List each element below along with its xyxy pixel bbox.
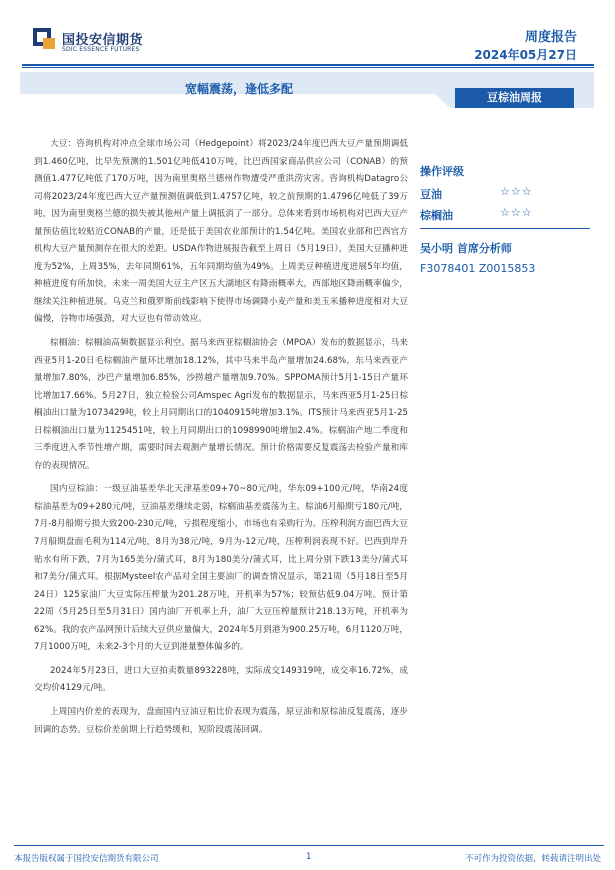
report-tag: 豆棕油周报 bbox=[455, 88, 574, 108]
paragraph-domestic: 国内豆棕油：一级豆油基差华北天津基差09+70~80元/吨，华东09+100元/吨，华南24度棕油基差为09+280元/吨，豆油基差继续走弱，棕榈油基差震荡为主。棕油6月船期亏180元/吨，7月-8月船期亏损大致200-230元/吨，亏损程度缩小，市场也有采购行为。压榨利润方面巴西大豆7月船期盘面毛利为114元/吨，8月为38元/吨，9月为-12元/吨，压榨利润表现不好。巴西到岸升贴水有所下跌，7月为165美分/蒲式耳，8月为180美分/蒲式耳，比上周分别下跌13美分/蒲式耳和7美分/蒲式耳。根据Mysteel农产品对全国主要油厂的调查情况显示，第21周（5月18日至5月24日）125家油厂大豆实际压榨量为201.28万吨，开机率为57%；较预估低9.04万吨。预计第22周（5月25日至5月31日）国内油厂开机率上升，油厂大豆压榨量预计218.13万吨，开机率为62%。我的农产品网预计后续大豆供应量偏大，2024年5月到港为900.25万吨，6月1120万吨，7月1000万吨，未来2-3个月的大豆到港量整体偏多的。 bbox=[34, 484, 408, 653]
rating-name: 豆油 bbox=[420, 188, 442, 201]
rating-stars-icon: ☆☆☆ bbox=[500, 206, 533, 219]
rating-row-soy-oil bbox=[420, 185, 533, 202]
rating-stars-icon: ☆☆☆ bbox=[500, 185, 533, 198]
rating-row-palm-oil bbox=[420, 206, 533, 223]
header-rule-thin bbox=[22, 67, 594, 68]
paragraph-soybean: 大豆：咨询机构对冲点全球市场公司（Hedgepoint）将2023/24年度巴西大豆产量预期调低到1.460亿吨，比早先预测的1.501亿吨低410万吨，比巴西国家商品供应公司（CONAB）的预测值1.477亿吨低了170万吨，因为南里奥格兰德州作物遭受严重洪涝灾害。咨询机构Datagro公司将2023/24年度巴西大豆产量预测值调低到1.4757亿吨，较之前预期的1.4796亿吨低了39万吨，因为南里奥格兰德的损失被其他州产量上调抵消了一部分。总体来看到市场机构对巴西大豆产量预估值比较贴近CONAB的产量，还是低于美国农业部预计的1.54亿吨。美国农业部和巴西官方机构大豆产量预测存在很大的差距。USDA作物进展报告截至上周日（5月19日），美国大豆播种进度为52%，上周35%，去年同期61%，五年同期均值为49%。上周美豆种植进度进展5年均值，种植进度有所加快，未来一周美国大豆主产区五大湖地区有降雨概率大，西部地区降雨概率偏少，继续关注种植进展。乌克兰和俄罗斯前线影响下使得市场调降小麦产量和美玉米播种进度相对大豆偏慢，谷物市场强劲，对大豆也有带动效应。 bbox=[34, 139, 408, 325]
report-headline: 宽幅震荡，逢低多配 bbox=[185, 82, 294, 96]
company-logo-icon bbox=[33, 28, 57, 50]
analyst-name: 吴小明 首席分析师 bbox=[420, 242, 512, 255]
report-body bbox=[34, 136, 408, 745]
page-number: 1 bbox=[306, 852, 312, 862]
paragraph-spread: 上周国内价差的表现为，盘面国内豆油豆粕比价表现为震荡，原豆油和原棕油反复震荡，逐步回调的态势。豆棕价差前期上行趋势缓和，短阶段震荡回调。 bbox=[34, 706, 408, 735]
sidebar-rule bbox=[420, 228, 590, 229]
company-name-cn: 国投安信期货 bbox=[62, 33, 144, 48]
report-date: 2024年05月27日 bbox=[474, 48, 577, 62]
header-rule bbox=[22, 64, 594, 66]
paragraph-auction: 2024年5月23日，进口大豆拍卖数量893228吨，实际成交149319吨，成交率16.72%，成交均价4129元/吨。 bbox=[34, 665, 408, 694]
footer-disclaimer: 不可作为投资依据，转载请注明出处 bbox=[464, 854, 601, 864]
footer-rule bbox=[14, 845, 604, 846]
paragraph-palm-oil: 棕榈油：棕榈油高频数据显示利空。据马来西亚棕榈油协会（MPOA）发布的数据显示，马来西亚5月1-20日毛棕榈油产量环比增加18.12%，其中马来半岛产量增加24.68%，东马来西亚产量增加7.80%，沙巴产量增加6.85%，沙捞越产量增加9.70%。SPPOMA预计5月1-15日产量环比增加17.66%。5月27日，独立检验公司Amspec Agri发布的数据显示，马来西亚5月1-25日棕榈油出口量为1073429吨，较上月同期出口的1040915吨增加3.1%。ITS预计马来西亚5月1-25日棕榈油出口量为1125451吨，较上月同期出口的1098990吨增加2.4%。棕榈油产地二季度和三季度进入季节性增产期，需要时间去观测产量增长情况。预计价格需要反复震荡去检验产量和库存的表现情况。 bbox=[34, 338, 408, 471]
company-name-en: SDIC ESSENCE FUTURES bbox=[62, 46, 140, 53]
report-type: 周度报告 bbox=[524, 30, 577, 45]
rating-name: 棕榈油 bbox=[420, 209, 453, 222]
footer-copyright: 本报告版权属于国投安信期货有限公司 bbox=[14, 854, 159, 864]
rating-title: 操作评级 bbox=[420, 165, 464, 178]
analyst-license: F3078401 Z0015853 bbox=[420, 262, 536, 275]
